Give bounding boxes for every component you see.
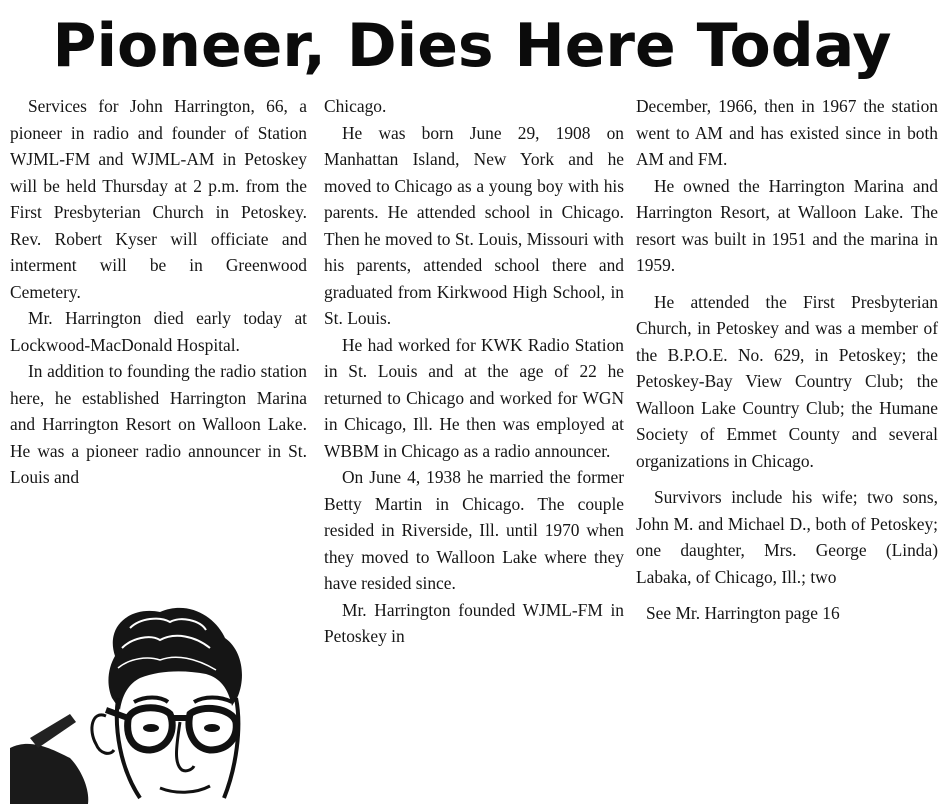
paragraph-marina: He owned the Harrington Marina and Harrington Resort, at Walloon Lake. The resort was built in 1951 and the marina in 1959. [636,175,938,275]
paragraph-birth: He was born June 29, 1908 on Manhattan Island, New York and he moved to Chicago as a young boy with his parents. He attended school in Chicago. Then he moved to St. Louis, Missouri with his parents, attended school there and graduated from Kirkwood High School, in St. Louis. [324,122,624,328]
jump-line: See Mr. Harrington page 16 [646,603,840,623]
paragraph-death: Mr. Harrington died early today at Lockwood-MacDonald Hospital. [10,308,307,355]
paragraph-survivors: Survivors include his wife; two sons, John M. and Michael D., both of Petoskey; one daughter, Mrs. George (Linda) Labaka, of Chicago, Ill.; two [636,487,938,587]
paragraph-founded: Mr. Harrington founded WJML-FM in Petoskey in [324,599,624,646]
headline: Pioneer, Dies Here Today [52,11,892,81]
paragraph-services: Services for John Harrington, 66, a pioneer in radio and founder of Station WJML-FM and WJML-AM in Petoskey will be held Thursday at 2 p.m. from the First Presbyterian Church in Petoskey. Rev. Robert Kyser will officiate and interment will be in Greenwood Cemetery. [10,96,307,302]
portrait-photo-icon [10,598,310,804]
portrait-photo [10,598,310,804]
paragraph-career: He had worked for KWK Radio Station in St. Louis and at the age of 22 he returned to Chicago and worked for WGN in Chicago, Ill. He then was employed at WBBM in Chicago as a radio announcer. [324,334,624,461]
paragraph-founding: In addition to founding the radio station here, he established Harrington Marina and Harrington Resort on Walloon Lake. He was a pioneer radio announcer in St. Louis and [10,361,307,487]
article-column-2 [324,93,624,650]
paragraph-marriage: On June 4, 1938 he married the former Betty Martin in Chicago. The couple resided in Riverside, Ill. until 1970 when they moved to Walloon Lake where they have resided since. [324,467,624,593]
paragraph-memberships: He attended the First Presbyterian Church, in Petoskey and was a member of the B.P.O.E. No. 629, in Petoskey; the Petoskey-Bay View Country Club; the Walloon Lake Country Club; the Humane Society of Emmet County and several organizations in Chicago. [636,291,938,471]
article-column-1 [10,93,307,491]
paragraph-continued: Chicago. [324,96,387,116]
paragraph-continued-3: December, 1966, then in 1967 the station went to AM and has existed since in both AM and FM. [636,96,938,169]
article-column-3 [636,93,938,627]
